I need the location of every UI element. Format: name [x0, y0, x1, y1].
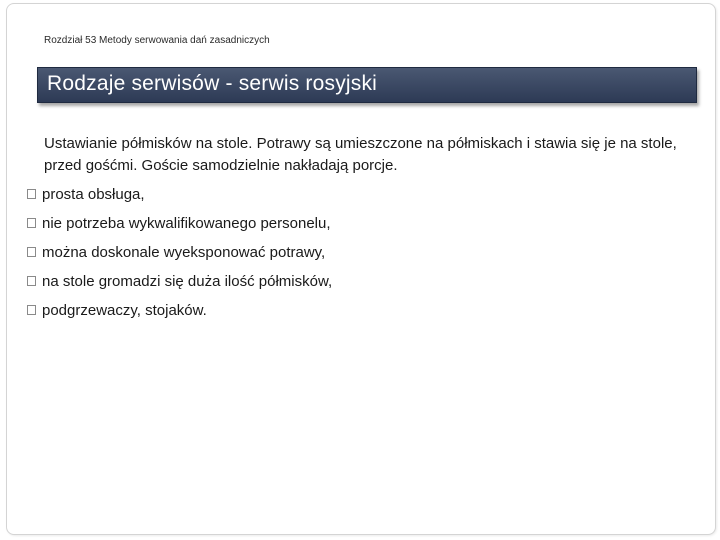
square-bullet-icon [27, 189, 36, 199]
list-item-text: nie potrzeba wykwalifikowanego personelu, [42, 215, 331, 232]
slide-title: Rodzaje serwisów - serwis rosyjski [47, 72, 378, 95]
square-bullet-icon [27, 247, 36, 257]
list-item-text: na stole gromadzi się duża ilość półmisków, [42, 273, 333, 290]
bullet-list [27, 184, 332, 329]
list-item [27, 213, 332, 242]
slide [6, 3, 716, 535]
intro-paragraph: Ustawianie półmisków na stole. Potrawy są umieszczone na półmiskach i stawia się je na stole, przed gośćmi. Goście samodzielnie nakładają porcje. [44, 135, 677, 174]
chapter-header: Rozdział 53 Metody serwowania dań zasadniczych [44, 35, 270, 46]
list-item-text: można doskonale wyeksponować potrawy, [42, 244, 326, 261]
square-bullet-icon [27, 305, 36, 315]
title-bar [37, 67, 697, 103]
list-item [27, 271, 332, 300]
square-bullet-icon [27, 276, 36, 286]
list-item [27, 184, 332, 213]
square-bullet-icon [27, 218, 36, 228]
list-item [27, 300, 332, 329]
list-item-text: prosta obsługa, [42, 186, 145, 203]
list-item [27, 242, 332, 271]
list-item-text: podgrzewaczy, stojaków. [42, 302, 207, 319]
